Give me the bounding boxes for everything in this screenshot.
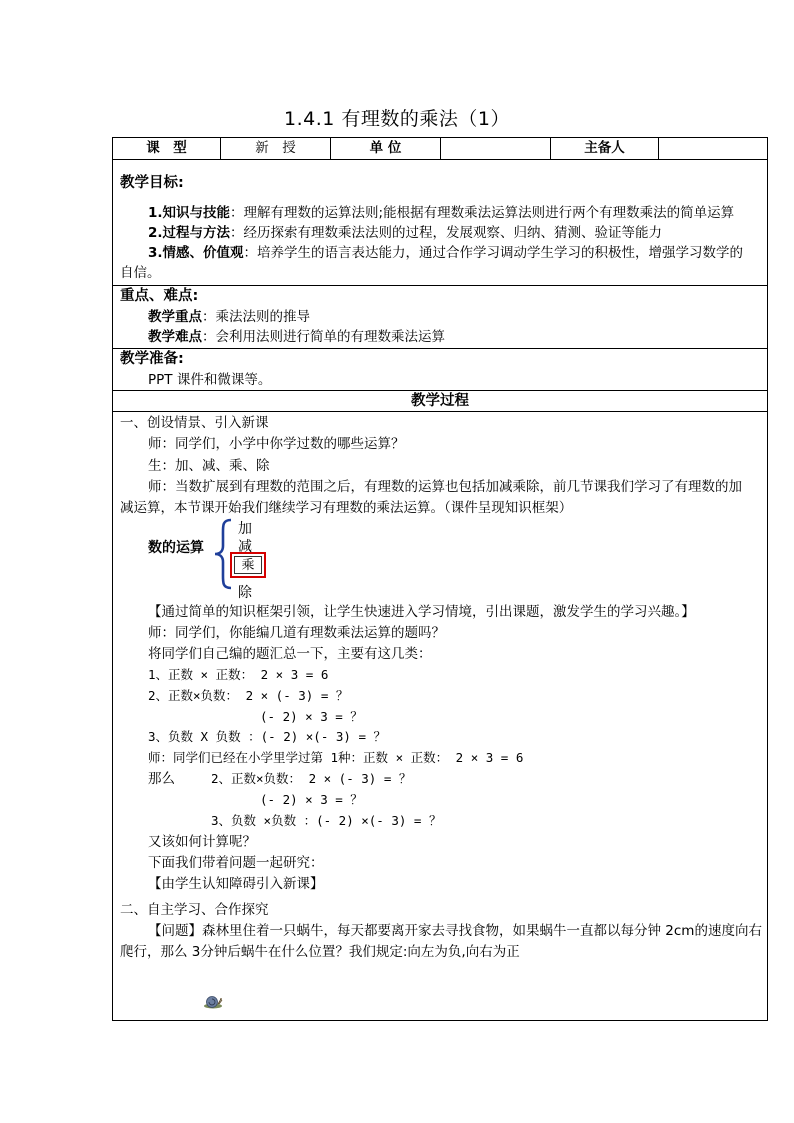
framework-label: 数的运算 — [148, 540, 204, 556]
objective-process — [148, 223, 662, 243]
process-line: 减运算，本节课开始我们继续学习有理数的乘法运算。（课件呈现知识框架） — [120, 500, 573, 516]
framework-item-divide: 除 — [238, 585, 252, 601]
framework-item-multiply: 乘 — [234, 556, 262, 574]
objective-process-text: ：经历探索有理数乘法法则的过程，发展观察、归纳、猜测、验证等能力 — [230, 225, 663, 241]
process-line: (- 2) × 3 = ？ — [260, 792, 363, 807]
process-line: (- 2) × 3 = ？ — [260, 709, 363, 724]
unit-label: 单 位 — [331, 138, 441, 159]
teaching-focus — [148, 307, 310, 327]
process-line: 【通过简单的知识框架引领，让学生快速进入学习情境，引出课题，激发学生的学习兴趣。】 — [148, 604, 695, 620]
course-type-label: 课 型 — [113, 138, 221, 159]
lesson-plan-table — [112, 137, 768, 1021]
process-line: 将同学们自己编的题汇总一下，主要有这几类： — [148, 646, 432, 662]
process-line: 下面我们带着问题一起研究： — [148, 855, 324, 871]
document-title: 1.4.1 有理数的乘法（1） — [284, 108, 510, 130]
framework-item-add: 加 — [238, 521, 252, 537]
process-line: 师：当数扩展到有理数的范围之后，有理数的运算也包括加减乘除，前几节课我们学习了有理数的加 — [148, 479, 742, 495]
objective-attitude-cont: 自信。 — [120, 265, 161, 281]
process-line: 1、正数 × 正数： 2 × 3 = 6 — [148, 667, 329, 682]
process-line: 师：同学们，你能编几道有理数乘法运算的题吗？ — [148, 625, 445, 641]
objective-knowledge-text: ：理解有理数的运算法则;能根据有理数乘法运算法则进行两个有理数乘法的简单运算 — [230, 205, 735, 221]
teaching-focus-label: 教学重点 — [148, 309, 202, 325]
objective-knowledge-label: 1.知识与技能 — [148, 205, 231, 221]
objective-attitude-label: 3.情感、价值观 — [148, 245, 244, 261]
process-line: 师：同学们已经在小学里学过第 1种：正数 × 正数： 2 × 3 = 6 — [148, 750, 524, 765]
preparer-label: 主备人 — [551, 138, 659, 159]
process-line: 【问题】森林里住着一只蜗牛，每天都要离开家去寻找食物，如果蜗牛一直都以每分钟 2cm的速度向右 — [148, 923, 762, 939]
teaching-difficulty-text: ：会利用法则进行简单的有理数乘法运算 — [202, 329, 445, 345]
course-type-value: 新 授 — [221, 138, 331, 159]
process-line: 2、正数×负数： 2 × (- 3) = ？ — [211, 771, 412, 786]
keypoints-heading: 重点、难点: — [120, 288, 199, 304]
section2-title: 二、自主学习、合作探究 — [120, 902, 269, 918]
process-line: 2、正数×负数： 2 × (- 3) = ？ — [148, 688, 349, 703]
snail-icon — [203, 993, 223, 1009]
process-line: 爬行，那么 3分钟后蜗牛在什么位置？我们规定:向左为负,向右为正 — [120, 944, 520, 960]
preparer-value — [659, 138, 767, 159]
process-line: 又该如何计算呢？ — [148, 834, 256, 850]
framework-item-subtract: 减 — [238, 539, 252, 555]
preparation-text: PPT 课件和微课等。 — [148, 372, 272, 388]
process-line: 生：加、减、乘、除 — [148, 458, 270, 474]
divider — [113, 285, 767, 286]
section1-title: 一、创设情景、引入新课 — [120, 415, 269, 431]
process-line: 3、负数 ×负数 ：(- 2) ×(- 3) = ？ — [211, 813, 442, 828]
objectives-heading: 教学目标: — [120, 175, 184, 191]
process-line: 【由学生认知障碍引入新课】 — [148, 876, 324, 892]
objective-knowledge — [148, 203, 734, 223]
teaching-focus-text: ：乘法法则的推导 — [202, 309, 310, 325]
header-row — [113, 138, 767, 160]
process-line: 3、负数 X 负数 ：(- 2) ×(- 3) = ？ — [148, 729, 387, 744]
teaching-difficulty — [148, 327, 445, 347]
divider — [113, 411, 767, 412]
objective-attitude — [148, 243, 743, 263]
objective-process-label: 2.过程与方法 — [148, 225, 231, 241]
objective-attitude-text: ：培养学生的语言表达能力，通过合作学习调动学生学习的积极性，增强学习数学的 — [243, 245, 744, 261]
preparation-heading: 教学准备: — [120, 351, 184, 367]
process-line: 那么 — [148, 771, 175, 787]
process-heading: 教学过程 — [411, 393, 469, 409]
teaching-difficulty-label: 教学难点 — [148, 329, 202, 345]
divider — [113, 348, 767, 349]
unit-value — [441, 138, 551, 159]
framework-highlight-box — [230, 552, 266, 578]
process-line: 师：同学们，小学中你学过数的哪些运算？ — [148, 436, 405, 452]
